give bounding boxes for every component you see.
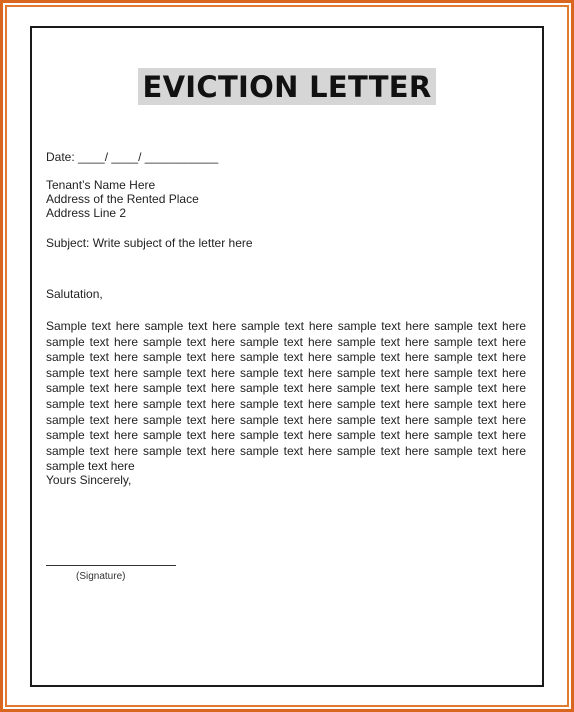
signature-label: (Signature) xyxy=(76,571,126,582)
date-line: Date: ____/ ____/ ___________ xyxy=(46,150,219,164)
closing: Yours Sincerely, xyxy=(46,473,132,487)
letter-title: EVICTION LETTER xyxy=(138,68,435,105)
address-line-1: Address of the Rented Place xyxy=(46,192,199,206)
address-line-2: Address Line 2 xyxy=(46,206,127,220)
subject-line: Subject: Write subject of the letter here xyxy=(46,236,253,250)
letter-page xyxy=(30,26,544,687)
title-container xyxy=(32,68,542,105)
salutation: Salutation, xyxy=(46,287,103,301)
tenant-name: Tenant’s Name Here xyxy=(46,178,156,192)
signature-line xyxy=(46,565,176,566)
letter-body: Sample text here sample text here sample text here sample text here sample text here sample text here sample text here sample text here sample text here sample text here sample text here sample text here sample text here sample text here sample text here sample text here sample text here sample text here sample text here sample text here sample text here sample text here sample text here sample text here sample text here sample text here sample text here sample text here sample text here sample text here sample text here sample text here sample text here sample text here sample text here sample text here sample text here sample text here sample text here sample text here sample text here sample text here sample text here sample text here sample text here sample text here xyxy=(46,319,526,474)
